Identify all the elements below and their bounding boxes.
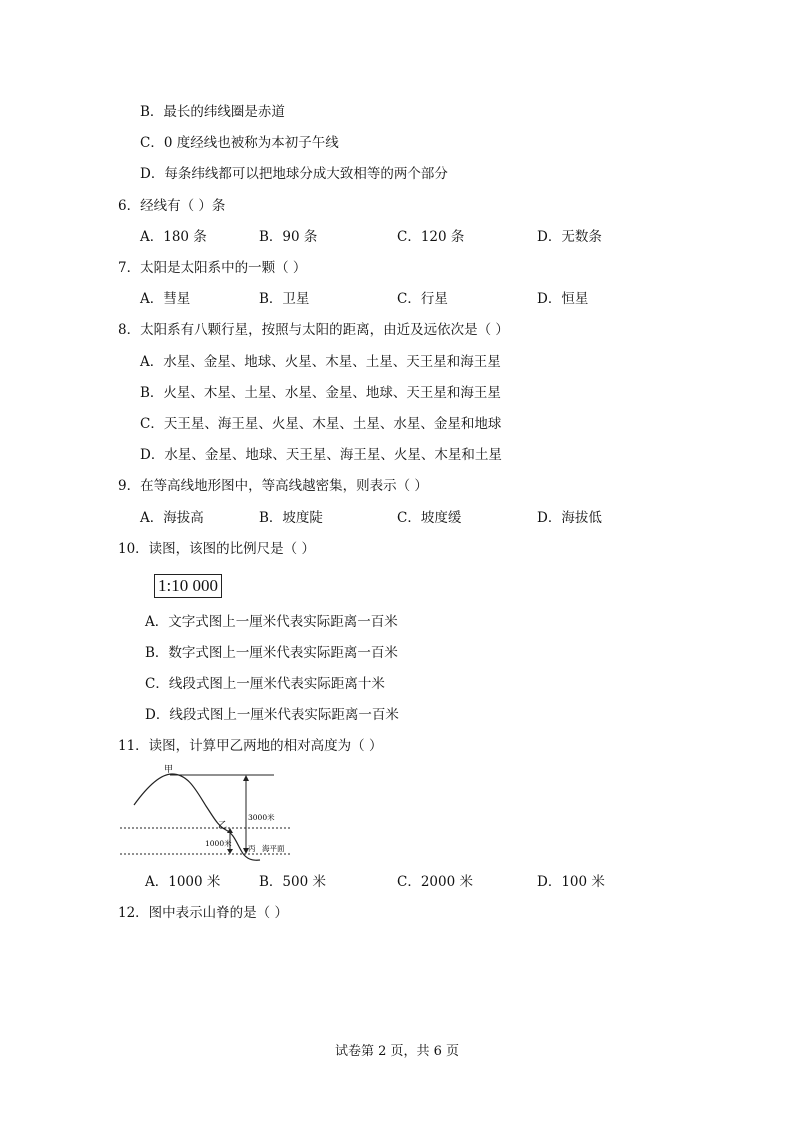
scale-figure: 1:10 000 xyxy=(154,574,222,598)
q6-option-d: D．无数条 xyxy=(537,229,602,245)
terrain-profile xyxy=(134,774,260,860)
label-sea-level: 海平面 xyxy=(262,844,285,853)
label-bing: 丙 xyxy=(248,844,256,853)
arrow-down-icon xyxy=(227,849,233,854)
page-footer: 试卷第 2 页，共 6 页 xyxy=(334,1044,460,1059)
elevation-profile-figure xyxy=(112,762,312,866)
q6-option-c: C．120 条 xyxy=(397,229,465,245)
q7-option-a: A．彗星 xyxy=(140,291,191,307)
label-jia: 甲 xyxy=(164,765,174,775)
q7-stem: 7．太阳是太阳系中的一颗（ ） xyxy=(118,260,307,276)
q8-option-c: C．天王星、海王星、火星、木星、土星、水星、金星和地球 xyxy=(140,416,502,432)
q7-option-c: C．行星 xyxy=(397,291,448,307)
q9-stem: 9．在等高线地形图中，等高线越密集，则表示（ ） xyxy=(118,478,428,494)
q8-option-d: D．水星、金星、地球、天王星、海王星、火星、木星和土星 xyxy=(140,447,502,463)
q6-stem: 6．经线有（ ）条 xyxy=(118,198,226,214)
q5-option-d: D．每条纬线都可以把地球分成大致相等的两个部分 xyxy=(140,166,448,182)
q11-option-a: A．1000 米 xyxy=(145,874,221,890)
q8-option-a: A．水星、金星、地球、火星、木星、土星、天王星和海王星 xyxy=(140,354,501,370)
q7-option-b: B．卫星 xyxy=(259,291,310,307)
q5-option-b: B．最长的纬线圈是赤道 xyxy=(140,104,285,120)
label-1000m: 1000米 xyxy=(205,839,232,848)
q11-stem: 11．读图，计算甲乙两地的相对高度为（ ） xyxy=(118,738,383,754)
q11-option-d: D．100 米 xyxy=(537,874,605,890)
q6-option-b: B．90 条 xyxy=(259,229,318,245)
q9-option-b: B．坡度陡 xyxy=(259,510,323,526)
q11-option-b: B．500 米 xyxy=(259,874,326,890)
q7-option-d: D．恒星 xyxy=(537,291,589,307)
label-yi: 乙 xyxy=(218,821,228,831)
q10-option-b: B．数字式图上一厘米代表实际距离一百米 xyxy=(145,645,398,661)
q10-stem: 10．读图，该图的比例尺是（ ） xyxy=(118,541,315,557)
q10-option-c: C．线段式图上一厘米代表实际距离十米 xyxy=(145,676,385,692)
q9-option-a: A．海拔高 xyxy=(140,510,204,526)
q10-option-a: A．文字式图上一厘米代表实际距离一百米 xyxy=(145,614,398,630)
q10-option-d: D．线段式图上一厘米代表实际距离一百米 xyxy=(145,707,399,723)
label-3000m: 3000米 xyxy=(248,813,275,822)
q12-stem: 12．图中表示山脊的是（ ） xyxy=(118,905,288,921)
q8-stem: 8．太阳系有八颗行星，按照与太阳的距离，由近及远依次是（ ） xyxy=(118,322,509,338)
q8-option-b: B．火星、木星、土星、水星、金星、地球、天王星和海王星 xyxy=(140,385,501,401)
q6-option-a: A．180 条 xyxy=(140,229,207,245)
q11-option-c: C．2000 米 xyxy=(397,874,473,890)
q9-option-c: C．坡度缓 xyxy=(397,510,462,526)
arrow-up-icon xyxy=(243,775,249,781)
q5-option-c: C．0 度经线也被称为本初子午线 xyxy=(140,135,339,151)
q9-option-d: D．海拔低 xyxy=(537,510,602,526)
